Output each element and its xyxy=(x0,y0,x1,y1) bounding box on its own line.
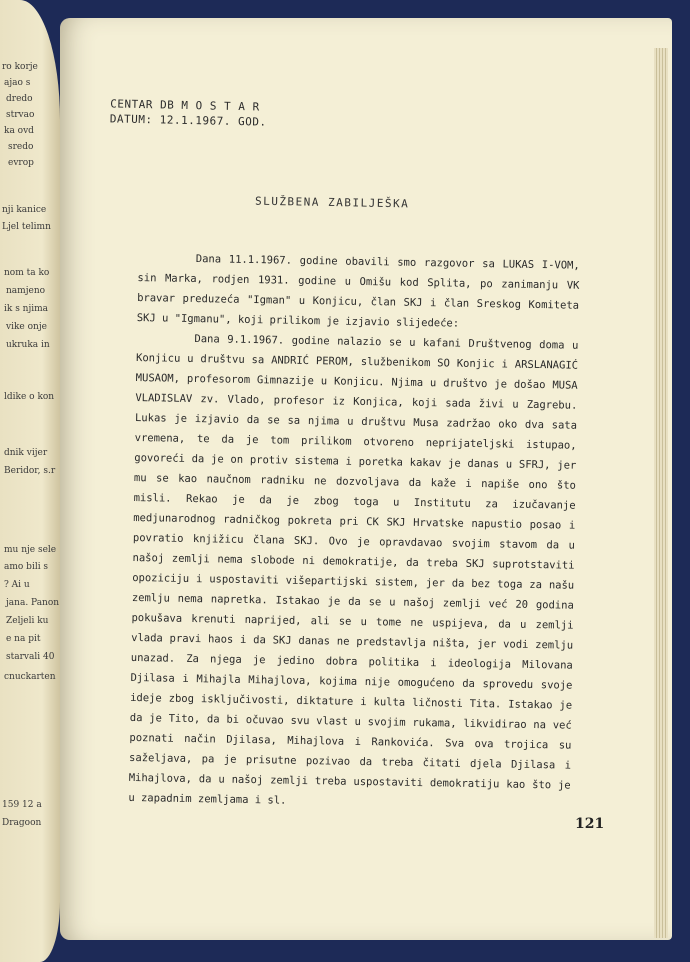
left-page-line: ik s njima xyxy=(4,304,49,314)
header-date-line: DATUM: 12.1.1967. GOD. xyxy=(109,112,267,129)
left-page-line: e na pit xyxy=(6,634,41,644)
left-page-line: ajao s xyxy=(4,78,31,88)
document-page xyxy=(60,18,672,940)
left-page-line: mu nje sele xyxy=(4,545,57,555)
left-page-line: starvali 40 xyxy=(6,652,55,662)
left-page-line: ka ovd xyxy=(4,126,34,136)
paragraph: Dana 11.1.1967. godine obavili smo razgovor sa LUKAS I-VOM, sin Marka, rodjen 1931. godine u Omišu kod Splita, po zanimanju VK bravar preduzeća "Igman" u Konjicu, član SKJ i član Sreskog Komiteta SKJ u "Igmanu", koji prilikom je izjavio slijedeće: xyxy=(136,253,580,330)
left-page-line: 159 12 a xyxy=(2,800,42,810)
left-page-line: nji kanice xyxy=(2,205,47,215)
left-page-line: Beridor, s.r xyxy=(4,466,56,476)
left-page-line: jana. Panon xyxy=(6,598,60,608)
left-page-line: Dragoon xyxy=(2,818,42,828)
left-page-line: namjeno xyxy=(6,286,46,296)
left-page-line: ldike o kon xyxy=(4,392,55,402)
left-page-line: dnik vijer xyxy=(4,448,48,458)
left-page-line: evrop xyxy=(8,158,34,168)
paragraph: Dana 9.1.1967. godine nalazio se u kafani Društvenog doma u Konjicu u društvu sa ANDRIĆ PEROM, službenikom SO Konjic i ARSLANAGIĆ MUSAOM, profesorom Gimnazije u Konjicu. Njima u društvo je došao MUSA VLADISLAV zv. Vlado, profesor iz Konjica, koji sada živi u Zagrebu. Lukas je izjavio da se sa njima u društvu Musa zadržao oko dva sata vremena, te da je tom prilikom otvoreno neprijateljski istupao, govoreći da je on protiv sistema i poretka kakav je danas u SFRJ, jer mu se kao naučnom radniku ne dozvoljava da kaže i napiše ono što misli. Rekao je da je zbog toga u Institutu za izučavanje medjunarodnog radničkog pokreta pri CK SKJ Hrvatske napustio posao i povratio knjižicu člana SKJ. Ovo je opravdavao svojim stavom da u našoj zemlji nema slobode ni demokratije, da treba SKJ suprotstaviti opoziciju i uspostaviti višepartijski sistem, jer da bez toga za našu zemlju nema napretka. Istakao je da se u našoj zemlji već 20 godina pokušava krenuti naprijed, ali se u tome ne uspijeva, da u zemlji vlada pravi haos i da SKJ danas ne predstavlja ništa, jer vodi zemlju unazad. Za njega je jedino dobra politika i ideologija Milovana Djilasa i Mihajla Mihajlova, kojima nije omogućeno da sprovedu svoje ideje zbog isključivosti, diktature i kulta ličnosti Tita. Istakao je da je Tito, da bi očuvao svu vlast u svojim rukama, likvidirao na već poznati način Djilasa, Mihajlova i Rankovića. Sva ova trojica su saželjava, pa je prisutne pozivao da treba čitati djela Djilasa i Mihajlova, da u našoj zemlji treba uspostaviti demokratiju kao što je u zapadnim zemljama i sl. xyxy=(128,332,579,807)
document-header xyxy=(110,96,267,129)
left-page-line: strvao xyxy=(6,110,35,120)
left-page-line: amo bili s xyxy=(4,562,49,572)
left-page-line: Ljel telimn xyxy=(2,222,51,232)
left-page-line: dredo xyxy=(6,94,33,104)
left-facing-page xyxy=(0,0,60,962)
header-center-line: CENTAR DB M O S T A R xyxy=(110,97,260,114)
left-page-line: nom ta ko xyxy=(4,268,50,278)
page-stack-edge xyxy=(654,48,668,938)
document-title: SLUŽBENA ZABILJEŠKA xyxy=(254,194,410,211)
left-page-line: cnuckarten xyxy=(4,672,56,682)
document-body xyxy=(128,248,580,816)
left-page-line: ukruka in xyxy=(6,340,50,350)
left-page-line: sredo xyxy=(8,142,34,152)
left-page-line: ro korje xyxy=(2,62,38,72)
left-page-line: ? Ai u xyxy=(4,580,30,590)
left-page-line: Zeljeli ku xyxy=(6,616,49,626)
page-number: 121 xyxy=(575,816,605,832)
left-page-line: vike onje xyxy=(6,322,47,332)
